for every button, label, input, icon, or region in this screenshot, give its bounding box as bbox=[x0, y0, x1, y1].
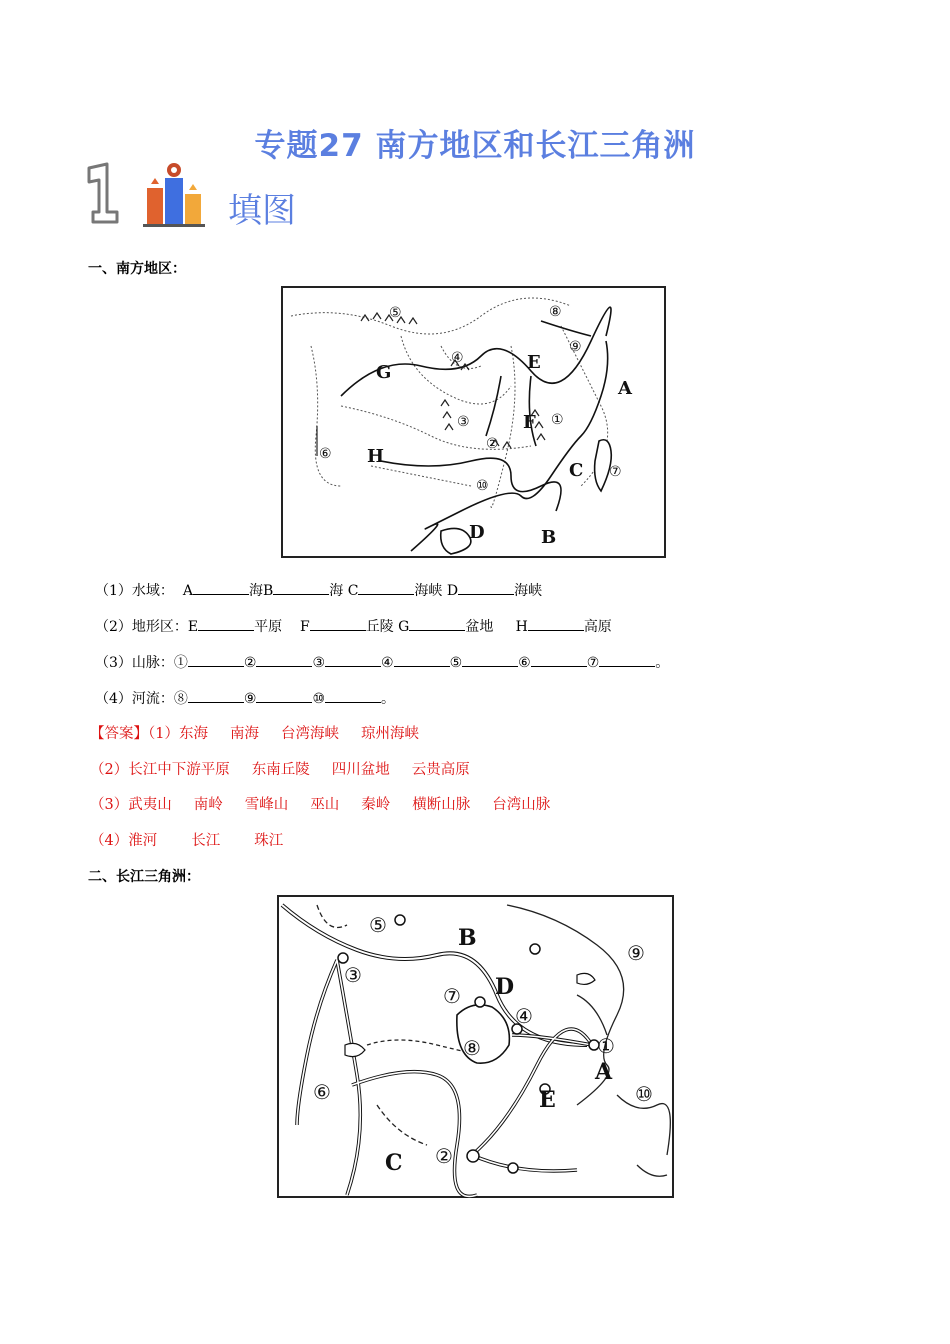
question-4: （4）河流：⑧ ⑨ ⑩ 。 bbox=[95, 691, 396, 707]
map2-num-9: ⑨ bbox=[627, 941, 645, 965]
map1-num-8: ⑧ bbox=[549, 304, 562, 320]
map1-label-D: D bbox=[469, 522, 485, 543]
map2-num-8: ⑧ bbox=[463, 1036, 481, 1060]
south-china-map bbox=[281, 286, 666, 558]
question-2: （2）地形区：E 平原 F 丘陵 G 盆地 H 高原 bbox=[95, 619, 612, 635]
map1-num-2: ② bbox=[486, 436, 499, 452]
map2-label-A: A bbox=[595, 1059, 613, 1085]
map1-num-7: ⑦ bbox=[609, 464, 622, 480]
number-one-icon bbox=[89, 164, 117, 222]
map1-num-9: ⑨ bbox=[569, 339, 582, 355]
answer-line-1: 【答案】（1）东海 南海 台湾海峡 琼州海峡 bbox=[90, 726, 419, 742]
map1-label-G: G bbox=[376, 362, 392, 383]
map1-label-F: F bbox=[523, 412, 536, 433]
question-1: （1）水域： A 海B 海 C 海峡 D 海峡 bbox=[95, 583, 543, 599]
question-3: （3）山脉：① ② ③ ④ ⑤ ⑥ ⑦ 。 bbox=[95, 655, 670, 671]
map1-label-H: H bbox=[367, 446, 385, 467]
map1-num-5: ⑤ bbox=[389, 305, 402, 321]
map1-label-B: B bbox=[541, 527, 557, 548]
map1-num-1: ① bbox=[551, 412, 564, 428]
banner-heading: 填图 bbox=[228, 191, 296, 231]
map2-num-7: ⑦ bbox=[443, 984, 461, 1008]
podium-trophy-icon bbox=[143, 163, 205, 227]
map1-num-3: ③ bbox=[457, 414, 470, 430]
map1-num-6: ⑥ bbox=[319, 446, 332, 462]
map1-num-10: ⑩ bbox=[476, 478, 489, 494]
map2-num-3: ③ bbox=[344, 963, 362, 987]
map1-label-E: E bbox=[527, 352, 541, 373]
map2-label-E: E bbox=[539, 1087, 556, 1113]
map2-num-1: ① bbox=[597, 1034, 615, 1058]
map2-num-2: ② bbox=[435, 1144, 453, 1168]
answer-line-4: （4）淮河 长江 珠江 bbox=[90, 833, 284, 849]
section-heading-yangtze-delta: 二、长江三角洲： bbox=[88, 869, 200, 885]
map2-label-D: D bbox=[495, 974, 515, 1000]
section-heading-south: 一、南方地区： bbox=[88, 261, 186, 277]
map2-label-B: B bbox=[458, 925, 477, 951]
map2-num-10: ⑩ bbox=[635, 1082, 653, 1106]
map2-num-4: ④ bbox=[515, 1004, 533, 1028]
map1-label-A: A bbox=[618, 378, 632, 399]
answer-line-3: （3）武夷山 南岭 雪峰山 巫山 秦岭 横断山脉 台湾山脉 bbox=[90, 797, 551, 813]
yangtze-delta-map bbox=[277, 895, 674, 1198]
map1-label-C: C bbox=[569, 460, 584, 481]
page-title: 专题27 南方地区和长江三角洲 bbox=[254, 128, 696, 164]
map2-num-5: ⑤ bbox=[369, 913, 387, 937]
map2-label-C: C bbox=[385, 1150, 403, 1176]
map2-num-6: ⑥ bbox=[313, 1080, 331, 1104]
answer-line-2: （2）长江中下游平原 东南丘陵 四川盆地 云贵高原 bbox=[90, 762, 470, 778]
map1-num-4: ④ bbox=[451, 350, 464, 366]
